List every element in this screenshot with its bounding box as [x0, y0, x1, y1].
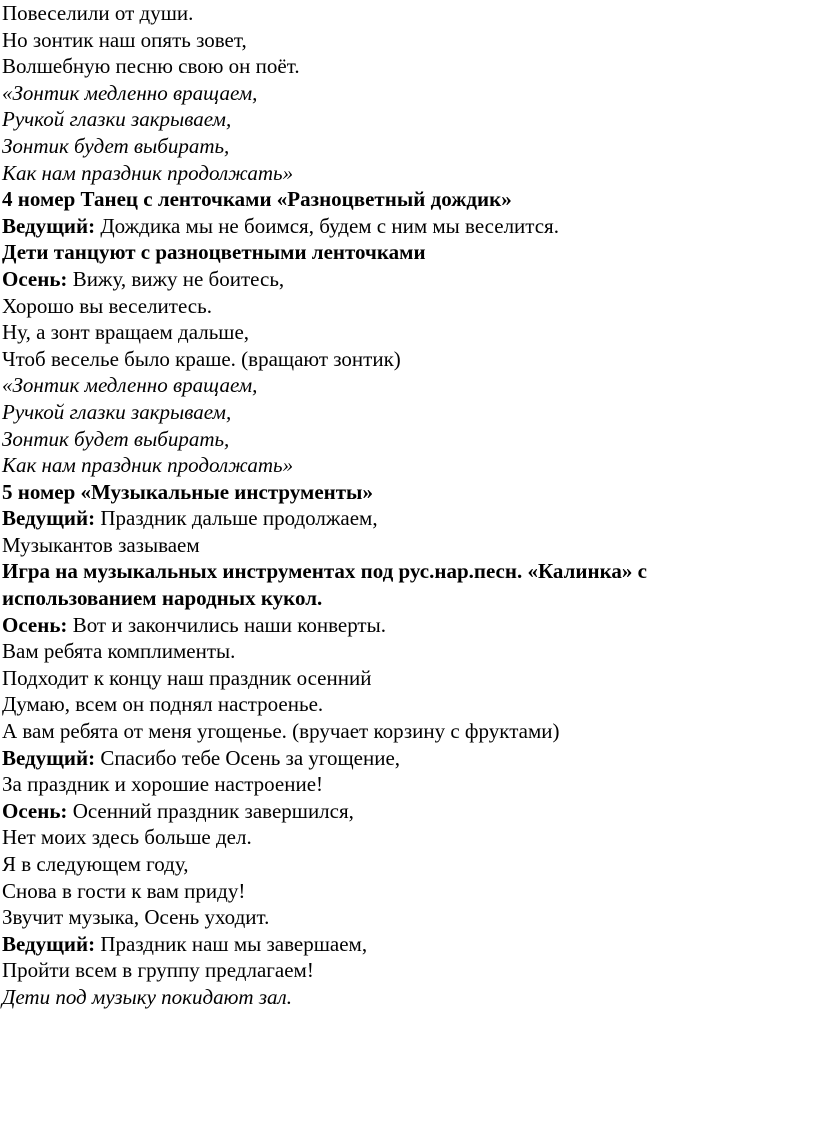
document-line	[2, 585, 812, 612]
line-text: Подходит к концу наш праздник осенний	[2, 665, 372, 690]
document-line	[2, 266, 812, 293]
speaker-text: Праздник дальше продолжаем,	[95, 506, 378, 531]
line-text: Повеселили от души.	[2, 1, 194, 25]
document-line	[2, 80, 812, 107]
speaker-label: Осень:	[2, 612, 68, 637]
document-line	[2, 399, 812, 426]
document-line	[2, 53, 812, 80]
line-text: Чтоб веселье было краше. (вращают зонтик)	[2, 346, 401, 371]
speaker-label: Ведущий:	[2, 213, 96, 238]
speaker-label: Ведущий:	[2, 506, 96, 531]
line-text: Ну, а зонт вращаем дальше,	[2, 320, 250, 345]
document-line	[2, 372, 812, 399]
line-text: Как нам праздник продолжать»	[2, 160, 294, 185]
document-line	[2, 532, 812, 559]
document-line	[2, 426, 812, 453]
document-line	[2, 505, 812, 532]
line-text: Нет моих здесь больше дел.	[2, 825, 252, 850]
speaker-text: Вижу, вижу не боитесь,	[67, 266, 285, 291]
speaker-text: Вот и закончились наши конверты.	[67, 612, 386, 637]
line-text: Снова в гости к вам приду!	[2, 878, 246, 903]
line-text: Зонтик будет выбирать,	[2, 426, 230, 451]
document-line	[2, 904, 812, 931]
document-line	[2, 665, 812, 692]
line-text: Игра на музыкальных инструментах под рус.нар.песн. «Калинка» с	[2, 559, 647, 584]
document-line	[2, 931, 812, 958]
document-line	[2, 452, 812, 479]
line-text: Музыкантов зазываем	[2, 532, 200, 557]
document-line	[2, 133, 812, 160]
line-text: 5 номер «Музыкальные инструменты»	[2, 479, 373, 504]
line-text: Но зонтик наш опять зовет,	[2, 27, 247, 52]
speaker-label: Осень:	[2, 798, 68, 823]
line-text: «Зонтик медленно вращаем,	[2, 80, 258, 105]
document-line	[2, 558, 812, 585]
line-text: Дети танцуют с разноцветными ленточками	[2, 240, 426, 265]
document-line	[2, 106, 812, 133]
line-text: Зонтик будет выбирать,	[2, 133, 230, 158]
document-line	[2, 160, 812, 187]
document-body	[2, 0, 812, 1011]
line-text: Дети под музыку покидают зал.	[2, 984, 292, 1009]
line-text: Ручкой глазки закрываем,	[2, 107, 232, 132]
speaker-text: Осенний праздник завершился,	[67, 798, 354, 823]
line-text: Я в следующем году,	[2, 852, 189, 876]
line-text: Как нам праздник продолжать»	[2, 453, 294, 478]
line-text: Звучит музыка, Осень уходит.	[2, 905, 270, 930]
document-line	[2, 293, 812, 320]
document-line	[2, 984, 812, 1011]
document-line	[2, 745, 812, 772]
document-line	[2, 213, 812, 240]
line-text: Волшебную песню свою он поёт.	[2, 54, 300, 79]
document-line	[2, 27, 812, 54]
document-line	[2, 798, 812, 825]
line-text: «Зонтик медленно вращаем,	[2, 373, 258, 398]
line-text: Пройти всем в группу предлагаем!	[2, 958, 314, 983]
document-line	[2, 319, 812, 346]
line-text: А вам ребята от меня угощенье. (вручает корзину с фруктами)	[2, 719, 560, 744]
document-line	[2, 771, 812, 798]
document-line	[2, 186, 812, 213]
speaker-text: Спасибо тебе Осень за угощение,	[95, 745, 401, 770]
line-text: использованием народных кукол.	[2, 586, 323, 611]
document-line	[2, 878, 812, 905]
speaker-label: Ведущий:	[2, 931, 96, 956]
line-text: 4 номер Танец с ленточками «Разноцветный дождик»	[2, 187, 512, 212]
speaker-label: Ведущий:	[2, 745, 96, 770]
document-line	[2, 718, 812, 745]
document-line	[2, 612, 812, 639]
document-line	[2, 0, 812, 27]
document-line	[2, 824, 812, 851]
line-text: Думаю, всем он поднял настроенье.	[2, 692, 324, 717]
speaker-text: Праздник наш мы завершаем,	[95, 931, 368, 956]
document-line	[2, 691, 812, 718]
line-text: За праздник и хорошие настроение!	[2, 772, 324, 797]
line-text: Ручкой глазки закрываем,	[2, 399, 232, 424]
document-line	[2, 239, 812, 266]
document-line	[2, 957, 812, 984]
line-text: Вам ребята комплименты.	[2, 639, 236, 664]
document-line	[2, 479, 812, 506]
speaker-text: Дождика мы не боимся, будем с ним мы веселится.	[95, 213, 559, 238]
document-line	[2, 851, 812, 878]
document-line	[2, 638, 812, 665]
document-line	[2, 346, 812, 373]
line-text: Хорошо вы веселитесь.	[2, 293, 212, 318]
speaker-label: Осень:	[2, 266, 68, 291]
